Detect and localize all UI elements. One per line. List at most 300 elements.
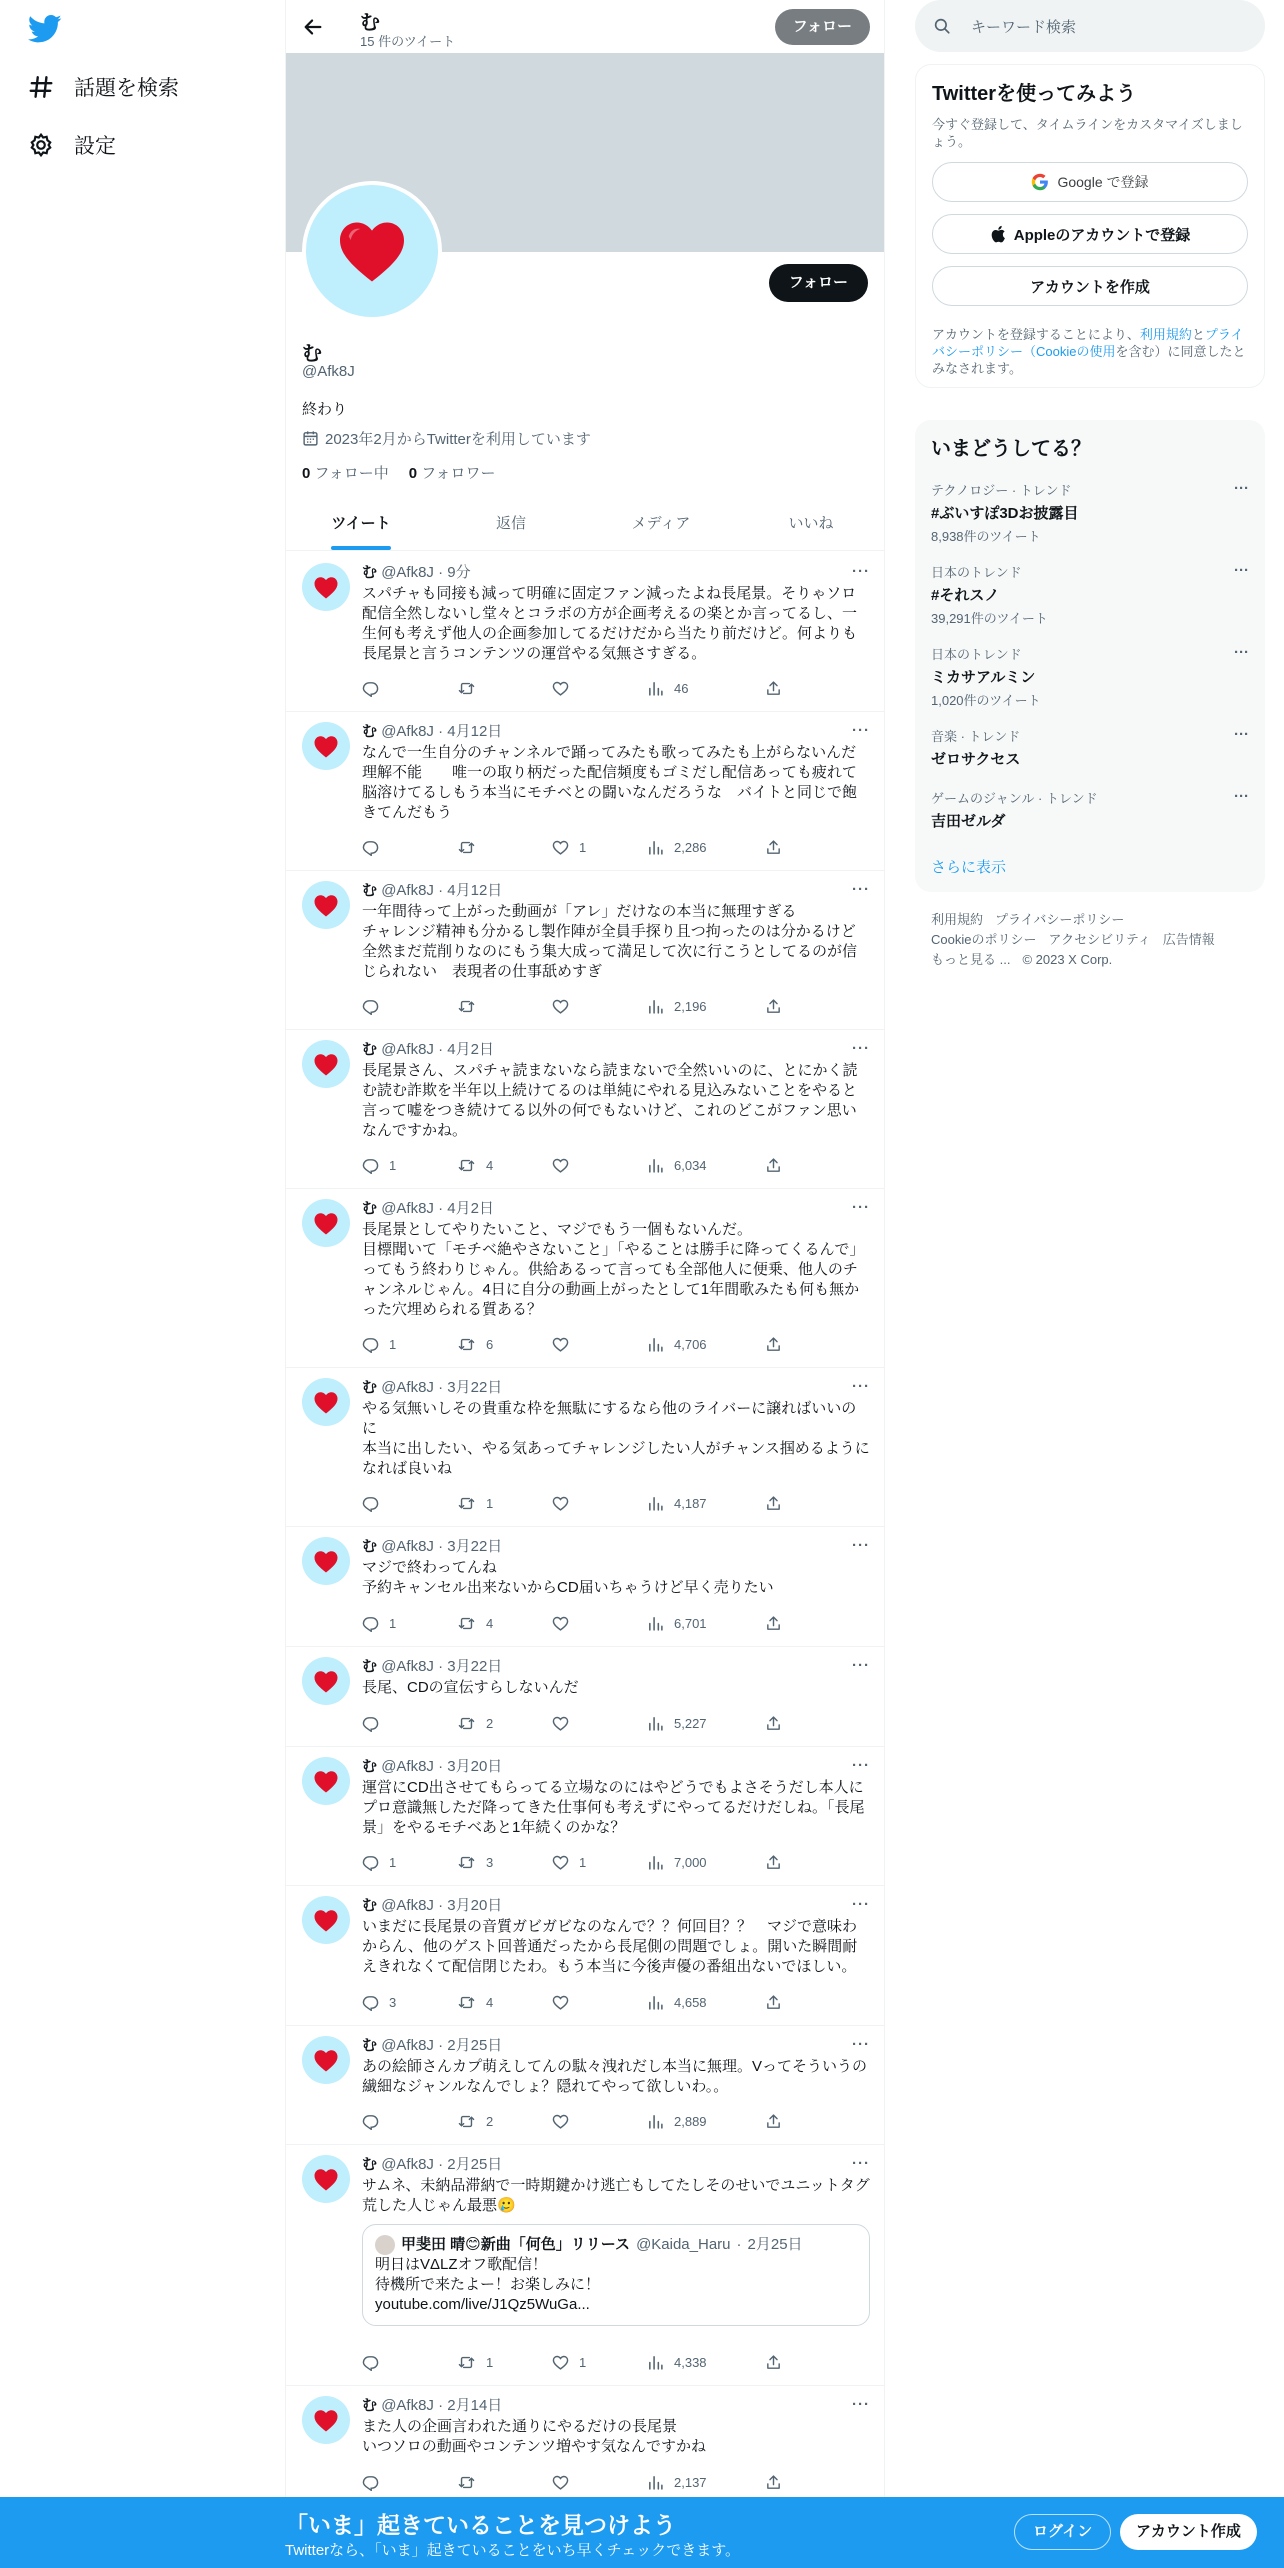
followers-stat[interactable] (409, 462, 496, 483)
trends-card (915, 420, 1265, 892)
more-options-icon[interactable]: ··· (852, 1757, 870, 1774)
tweet-avatar[interactable] (302, 1757, 350, 1805)
tweet-avatar[interactable] (302, 2155, 350, 2203)
signup-card (915, 64, 1265, 388)
tweet-author-handle[interactable]: @Afk8J (381, 1379, 434, 1396)
retweet-icon (457, 1715, 476, 1732)
tweet-author-name[interactable]: む (362, 2037, 378, 2054)
header-tweet-count: 15 件のツイート (360, 34, 456, 49)
reply-button[interactable] (362, 1852, 457, 1872)
like-button[interactable] (552, 2472, 647, 2492)
reply-button[interactable] (362, 2111, 457, 2131)
trend-context: テクノロジー · トレンド (931, 483, 1072, 498)
retweet-button[interactable] (457, 1155, 552, 1175)
privacy-link[interactable]: プライバシーポリシー（Cookieの使用 (932, 327, 1244, 359)
tweet-author-handle[interactable]: @Afk8J (381, 2156, 434, 2173)
share-button[interactable] (765, 2472, 782, 2492)
reply-button[interactable] (362, 2352, 457, 2372)
heart-icon (313, 1909, 339, 1932)
reply-button[interactable] (362, 1613, 457, 1633)
share-button[interactable] (765, 2111, 782, 2131)
like-button[interactable] (552, 1334, 647, 1354)
tweet-actions (362, 837, 792, 857)
reply-icon (362, 2474, 379, 2491)
tweet[interactable] (286, 2026, 885, 2145)
share-button[interactable] (765, 996, 782, 1016)
tweet-time[interactable]: 3月20日 (447, 1758, 503, 1775)
like-button[interactable] (552, 1493, 647, 1513)
heart-icon (313, 1391, 339, 1414)
retweet-button[interactable] (457, 837, 552, 857)
view-count: 2,196 (674, 998, 707, 1014)
tweet[interactable] (286, 1030, 885, 1189)
tweet[interactable] (286, 1368, 885, 1527)
tweet-author-name[interactable]: む (362, 723, 378, 740)
tweet[interactable] (286, 1747, 885, 1886)
views-icon (647, 1854, 664, 1871)
create-account-button[interactable] (932, 266, 1248, 306)
like-button[interactable] (552, 1155, 647, 1175)
share-button[interactable] (765, 837, 782, 857)
heart-icon (313, 2409, 339, 2432)
trend-context: 日本のトレンド (931, 647, 1022, 662)
views-button[interactable] (647, 1992, 765, 2012)
reply-button[interactable] (362, 678, 457, 698)
tweet-author-handle[interactable]: @Afk8J (381, 882, 434, 899)
header-follow-button[interactable]: フォロー (775, 9, 870, 45)
reply-icon (362, 1854, 379, 1871)
tweet-time[interactable]: 3月22日 (447, 1379, 503, 1396)
tweet[interactable] (286, 1886, 885, 2026)
more-options-icon[interactable]: ··· (1234, 788, 1249, 805)
quoted-tweet-header (375, 2235, 857, 2255)
login-button[interactable]: ログイン (1014, 2514, 1111, 2550)
trend-name: 吉田ゼルダ (931, 813, 1006, 830)
quoted-tweet-time: 2月25日 (747, 2236, 803, 2253)
heart-icon (313, 2168, 339, 2191)
nav-settings-label: 設定 (74, 135, 116, 158)
separator-dot: · (438, 1379, 444, 1396)
more-options-icon[interactable]: ··· (852, 1896, 870, 1913)
trend-name: ミカサアルミン (931, 669, 1036, 686)
retweet-icon (457, 2354, 476, 2371)
tweet-author-name[interactable]: む (362, 1538, 378, 1555)
retweet-button[interactable] (457, 1713, 552, 1733)
hashtag-icon (28, 74, 54, 100)
reply-button[interactable] (362, 1155, 457, 1175)
tweet-avatar[interactable] (302, 1537, 350, 1585)
profile-joined (302, 428, 591, 449)
following-count: 0 (302, 465, 311, 482)
trend-item[interactable] (931, 480, 1249, 544)
like-button[interactable] (552, 2111, 647, 2131)
trend-name: #ぶいすぽ3Dお披露目 (931, 505, 1079, 522)
apple-signup-label: Appleのアカウントで登録 (1013, 226, 1191, 244)
retweet-button[interactable] (457, 1493, 552, 1513)
reply-button[interactable] (362, 837, 457, 857)
retweet-icon (457, 1854, 476, 1871)
google-signup-button[interactable] (932, 162, 1248, 202)
reply-button[interactable] (362, 1992, 457, 2012)
tweet-author-name[interactable]: む (362, 2156, 378, 2173)
trend-item[interactable] (931, 562, 1249, 626)
trend-name: #それスノ (931, 587, 1000, 604)
like-button[interactable] (552, 2352, 647, 2372)
retweet-button[interactable] (457, 1992, 552, 2012)
tweet-author-handle[interactable]: @Afk8J (381, 1041, 434, 1058)
tweet-text: 長尾景さん、スパチャ読まないなら読まないで全然いいのに、とにかく読む読む詐欺を半年以上続けてるのは単純にやれる見込みないことをやると言って嘘をつき続けてる以外の何でもないけど、これのどこがファン思いなんですかね。 (362, 1062, 858, 1139)
like-button[interactable] (552, 1852, 647, 1872)
tweet-avatar[interactable] (302, 563, 350, 611)
tweet-avatar[interactable] (302, 722, 350, 770)
legal-suffix: を含む）に同意したとみなされます。 (932, 344, 1246, 376)
tweet-time[interactable]: 4月12日 (447, 723, 503, 740)
separator-dot: · (438, 564, 444, 581)
tweet-author-handle[interactable]: @Afk8J (381, 1897, 434, 1914)
header-profile-name: む (360, 12, 380, 34)
tweet-author-name[interactable]: む (362, 1041, 378, 1058)
more-options-icon[interactable]: ··· (852, 2396, 870, 2413)
trend-count: 39,291件のツイート (931, 611, 1048, 626)
separator-dot: · (736, 2236, 742, 2253)
separator-dot: · (438, 1538, 444, 1555)
legal-prefix: アカウントを登録することにより、 (932, 327, 1140, 342)
tweet[interactable] (286, 1527, 885, 1647)
trend-name: ゼロサクセス (931, 751, 1021, 768)
retweet-button[interactable] (457, 1852, 552, 1872)
bottom-bar-subtitle: Twitterなら、「いま」起きていることをいち早くチェックできます。 (285, 2542, 741, 2559)
tweet-avatar[interactable] (302, 1896, 350, 1944)
view-count: 6,034 (674, 1157, 707, 1173)
tweet-time[interactable]: 4月2日 (447, 1200, 494, 1217)
tweet-header (362, 1896, 870, 1916)
apple-signup-button[interactable] (932, 214, 1248, 254)
views-icon (647, 1495, 664, 1512)
views-button[interactable] (647, 996, 765, 1016)
tweet[interactable] (286, 2386, 885, 2506)
tweet-time[interactable]: 4月12日 (447, 882, 503, 899)
share-button[interactable] (765, 1493, 782, 1513)
profile-stats (302, 462, 496, 483)
tweet-author-handle[interactable]: @Afk8J (381, 2037, 434, 2054)
tweet-actions (362, 996, 792, 1016)
share-icon (765, 680, 782, 697)
views-button[interactable] (647, 2472, 765, 2492)
views-button[interactable] (647, 1613, 765, 1633)
tweet-body (362, 1896, 870, 1977)
views-button[interactable] (647, 1155, 765, 1175)
footer-link[interactable]: もっと見る ... (931, 952, 1011, 967)
separator-dot: · (438, 1658, 444, 1675)
copyright: © 2023 X Corp. (1022, 952, 1113, 967)
search-input[interactable] (915, 0, 1265, 52)
tweet-avatar[interactable] (302, 881, 350, 929)
tweet-body (362, 1537, 870, 1598)
tweet-body (362, 1199, 870, 1320)
tweet-header (362, 563, 870, 583)
reply-icon (362, 1615, 379, 1632)
reply-button[interactable] (362, 1334, 457, 1354)
trend-item[interactable] (931, 644, 1249, 708)
profile-joined-text: 2023年2月からTwitterを利用しています (325, 431, 591, 448)
more-options-icon[interactable]: ··· (852, 1537, 870, 1554)
like-icon (552, 1854, 569, 1871)
followers-count: 0 (408, 465, 418, 482)
tweet-author-name[interactable]: む (362, 564, 378, 581)
more-options-icon[interactable]: ··· (852, 563, 870, 580)
views-button[interactable] (647, 1713, 765, 1733)
search-icon (933, 17, 951, 35)
tweet-author-handle[interactable]: @Afk8J (381, 2397, 434, 2414)
share-icon (765, 998, 782, 1015)
reply-button[interactable] (362, 2472, 457, 2492)
view-count: 2,137 (674, 2474, 707, 2490)
tweet-time[interactable]: 2月25日 (447, 2037, 503, 2054)
tweet[interactable] (286, 871, 885, 1030)
reply-icon (362, 998, 379, 1015)
view-count: 2,889 (674, 2113, 707, 2129)
more-options-icon[interactable]: ··· (852, 2036, 870, 2053)
view-count: 4,338 (674, 2354, 707, 2370)
share-button[interactable] (765, 1852, 782, 1872)
more-options-icon[interactable]: ··· (852, 722, 870, 739)
tweet-author-handle[interactable]: @Afk8J (381, 1758, 434, 1775)
retweet-button[interactable] (457, 2111, 552, 2131)
tweet-header (362, 1657, 870, 1677)
tweet-header (362, 881, 870, 901)
tweet-avatar[interactable] (302, 1378, 350, 1426)
tweet-avatar[interactable] (302, 2036, 350, 2084)
tweet-time[interactable]: 2月25日 (447, 2156, 503, 2173)
tweet-author-name[interactable]: む (362, 1200, 378, 1217)
profile-avatar[interactable] (302, 181, 442, 321)
trend-item[interactable] (931, 788, 1249, 848)
like-button[interactable] (552, 1713, 647, 1733)
tweet-header (362, 1537, 870, 1557)
tweet-author-name[interactable]: む (362, 1758, 378, 1775)
tweet-time[interactable]: 3月22日 (447, 1538, 503, 1555)
tweet-time[interactable]: 3月20日 (447, 1897, 503, 1914)
profile-header-bar (286, 0, 885, 53)
tweet[interactable] (286, 1189, 885, 1368)
retweet-count: 2 (486, 2113, 494, 2129)
views-button[interactable] (647, 2111, 765, 2131)
tweet-time[interactable]: 3月22日 (447, 1658, 503, 1675)
footer-link[interactable]: 利用規約 (931, 912, 984, 927)
share-button[interactable] (765, 2352, 782, 2372)
tweet-avatar[interactable] (302, 2396, 350, 2444)
reply-icon (362, 1994, 379, 2011)
more-options-icon[interactable]: ··· (852, 1040, 870, 1057)
reply-icon (362, 1495, 379, 1512)
footer-link[interactable]: アクセシビリティ (1048, 932, 1151, 947)
more-options-icon[interactable]: ··· (852, 881, 870, 898)
retweet-button[interactable] (457, 1613, 552, 1633)
reply-count: 1 (389, 1157, 397, 1173)
views-icon (647, 998, 664, 1015)
views-button[interactable] (647, 1334, 765, 1354)
tweet-avatar[interactable] (302, 1657, 350, 1705)
like-button[interactable] (552, 1992, 647, 2012)
nav-explore[interactable] (28, 72, 179, 102)
views-button[interactable] (647, 1852, 765, 1872)
separator-dot: · (438, 1758, 444, 1775)
more-options-icon[interactable]: ··· (1234, 480, 1249, 497)
views-button[interactable] (647, 837, 765, 857)
tweet-text: 運営にCD出させてもらってる立場なのにはやどうでもよさそうだし本人にプロ意識無しただ降ってきた仕事何も考えずにやってるだけだしね。「長尾景」をやるモチベあと1年続くのかな？ (362, 1779, 865, 1836)
retweet-button[interactable] (457, 996, 552, 1016)
reply-button[interactable] (362, 996, 457, 1016)
retweet-count: 6 (486, 1336, 494, 1352)
tweet[interactable] (286, 712, 885, 871)
tweet-actions (362, 2472, 792, 2492)
tweet-time[interactable]: 4月2日 (447, 1041, 494, 1058)
tab-media[interactable]: メディア (631, 515, 691, 532)
share-button[interactable] (765, 1155, 782, 1175)
like-icon (552, 2474, 569, 2491)
tweet-time[interactable]: 2月14日 (447, 2397, 503, 2414)
tab-tweets[interactable]: ツイート (286, 497, 436, 550)
tweet-actions (362, 678, 792, 698)
tweet[interactable] (286, 553, 885, 712)
share-icon (765, 1157, 782, 1174)
tweet-avatar[interactable] (302, 1199, 350, 1247)
view-count: 4,706 (674, 1336, 707, 1352)
tweet-author-handle[interactable]: @Afk8J (381, 564, 434, 581)
tweet-header (362, 1378, 870, 1398)
tweet-body (362, 563, 870, 664)
footer-link[interactable]: Cookieのポリシー (931, 932, 1037, 947)
footer-link[interactable]: 広告情報 (1162, 932, 1215, 947)
tweet-header (362, 1040, 870, 1060)
more-options-icon[interactable]: ··· (1234, 562, 1249, 579)
trend-item[interactable] (931, 726, 1249, 786)
like-icon (552, 1157, 569, 1174)
separator-dot: · (438, 2156, 444, 2173)
tweet-author-handle[interactable]: @Afk8J (381, 1200, 434, 1217)
retweet-icon (457, 839, 476, 856)
heart-icon (313, 1670, 339, 1693)
retweet-button[interactable] (457, 2352, 552, 2372)
tweet-author-name[interactable]: む (362, 1658, 378, 1675)
tweet-actions (362, 1713, 792, 1733)
tweet-actions (362, 1852, 792, 1872)
separator-dot: · (438, 882, 444, 899)
reply-button[interactable] (362, 1713, 457, 1733)
following-stat[interactable] (302, 462, 389, 483)
retweet-button[interactable] (457, 1334, 552, 1354)
google-signup-label: Google で登録 (1057, 174, 1149, 190)
reply-button[interactable] (362, 1493, 457, 1513)
more-options-icon[interactable]: ··· (1234, 644, 1249, 661)
reply-icon (362, 1336, 379, 1353)
more-options-icon[interactable]: ··· (1234, 726, 1249, 743)
views-button[interactable] (647, 678, 765, 698)
tweet-author-name[interactable]: む (362, 1379, 378, 1396)
like-button[interactable] (552, 1613, 647, 1633)
separator-dot: · (438, 1041, 444, 1058)
retweet-count: 1 (486, 1495, 494, 1511)
tweet-body (362, 2036, 870, 2097)
share-button[interactable] (765, 1613, 782, 1633)
like-icon (552, 1715, 569, 1732)
like-button[interactable] (552, 678, 647, 698)
tweet[interactable] (286, 1647, 885, 1747)
footer-link[interactable]: プライバシーポリシー (995, 912, 1125, 927)
share-button[interactable] (765, 678, 782, 698)
like-button[interactable] (552, 996, 647, 1016)
tweet-actions (362, 1493, 792, 1513)
like-icon (552, 1495, 569, 1512)
more-options-icon[interactable]: ··· (852, 1199, 870, 1216)
quoted-tweet[interactable] (362, 2224, 870, 2326)
tweet-author-handle[interactable]: @Afk8J (381, 1658, 434, 1675)
reply-icon (362, 2354, 379, 2371)
share-button[interactable] (765, 1713, 782, 1733)
tweet-actions (362, 1334, 792, 1354)
retweet-button[interactable] (457, 678, 552, 698)
retweet-count: 3 (486, 1854, 494, 1870)
share-button[interactable] (765, 1334, 782, 1354)
retweet-icon (457, 1495, 476, 1512)
gear-icon (28, 132, 54, 158)
show-more-link[interactable]: さらに表示 (931, 859, 1007, 876)
retweet-icon (457, 2113, 476, 2130)
retweet-button[interactable] (457, 2472, 552, 2492)
left-nav (0, 0, 285, 2568)
reply-icon (362, 839, 379, 856)
separator-dot: · (438, 2397, 444, 2414)
trend-context: ゲームのジャンル · トレンド (931, 791, 1098, 806)
like-count: 1 (579, 2354, 587, 2370)
views-icon (647, 1715, 664, 1732)
like-button[interactable] (552, 837, 647, 857)
nav-settings[interactable] (28, 130, 116, 160)
tweet-actions (362, 1155, 792, 1175)
tweet-body (362, 2155, 870, 2326)
profile-follow-button[interactable]: フォロー (769, 264, 868, 302)
back-arrow-icon[interactable] (302, 16, 324, 38)
tweet-author-name[interactable]: む (362, 882, 378, 899)
more-options-icon[interactable]: ··· (852, 1378, 870, 1395)
tweet-header (362, 2396, 870, 2416)
more-options-icon[interactable]: ··· (852, 2155, 870, 2172)
tweet-time[interactable]: 9分 (447, 564, 471, 581)
more-options-icon[interactable]: ··· (852, 1657, 870, 1674)
terms-link[interactable]: 利用規約 (1139, 327, 1192, 342)
share-button[interactable] (765, 1992, 782, 2012)
views-button[interactable] (647, 2352, 765, 2372)
tab-replies[interactable]: 返信 (495, 515, 526, 532)
tweet-author-handle[interactable]: @Afk8J (381, 1538, 434, 1555)
tweet-text: サムネ、未納品滞納で一時期鍵かけ逃亡もしてたしそのせいでユニットタグ荒した人じゃん最悪🥲 (362, 2177, 870, 2214)
signup-button[interactable]: アカウント作成 (1120, 2514, 1257, 2550)
tab-likes[interactable]: いいね (788, 515, 834, 532)
reply-count: 3 (389, 1994, 397, 2010)
tweet-author-handle[interactable]: @Afk8J (381, 723, 434, 740)
tweet-author-name[interactable]: む (362, 1897, 378, 1914)
tweet-text: やる気無いしその貴重な枠を無駄にするなら他のライバーに譲ればいいのに 本当に出したい、やる気あってチャレンジしたい人がチャンス掴めるようになれば良いね (362, 1400, 870, 1477)
views-icon (647, 1615, 664, 1632)
reply-count: 1 (389, 1615, 397, 1631)
tweet-avatar[interactable] (302, 1040, 350, 1088)
views-button[interactable] (647, 1493, 765, 1513)
signup-title: Twitterを使ってみよう (932, 83, 1137, 105)
share-icon (765, 1854, 782, 1871)
twitter-logo-icon[interactable] (28, 14, 62, 44)
tweet-author-name[interactable]: む (362, 2397, 378, 2414)
tweet[interactable] (286, 2145, 885, 2386)
